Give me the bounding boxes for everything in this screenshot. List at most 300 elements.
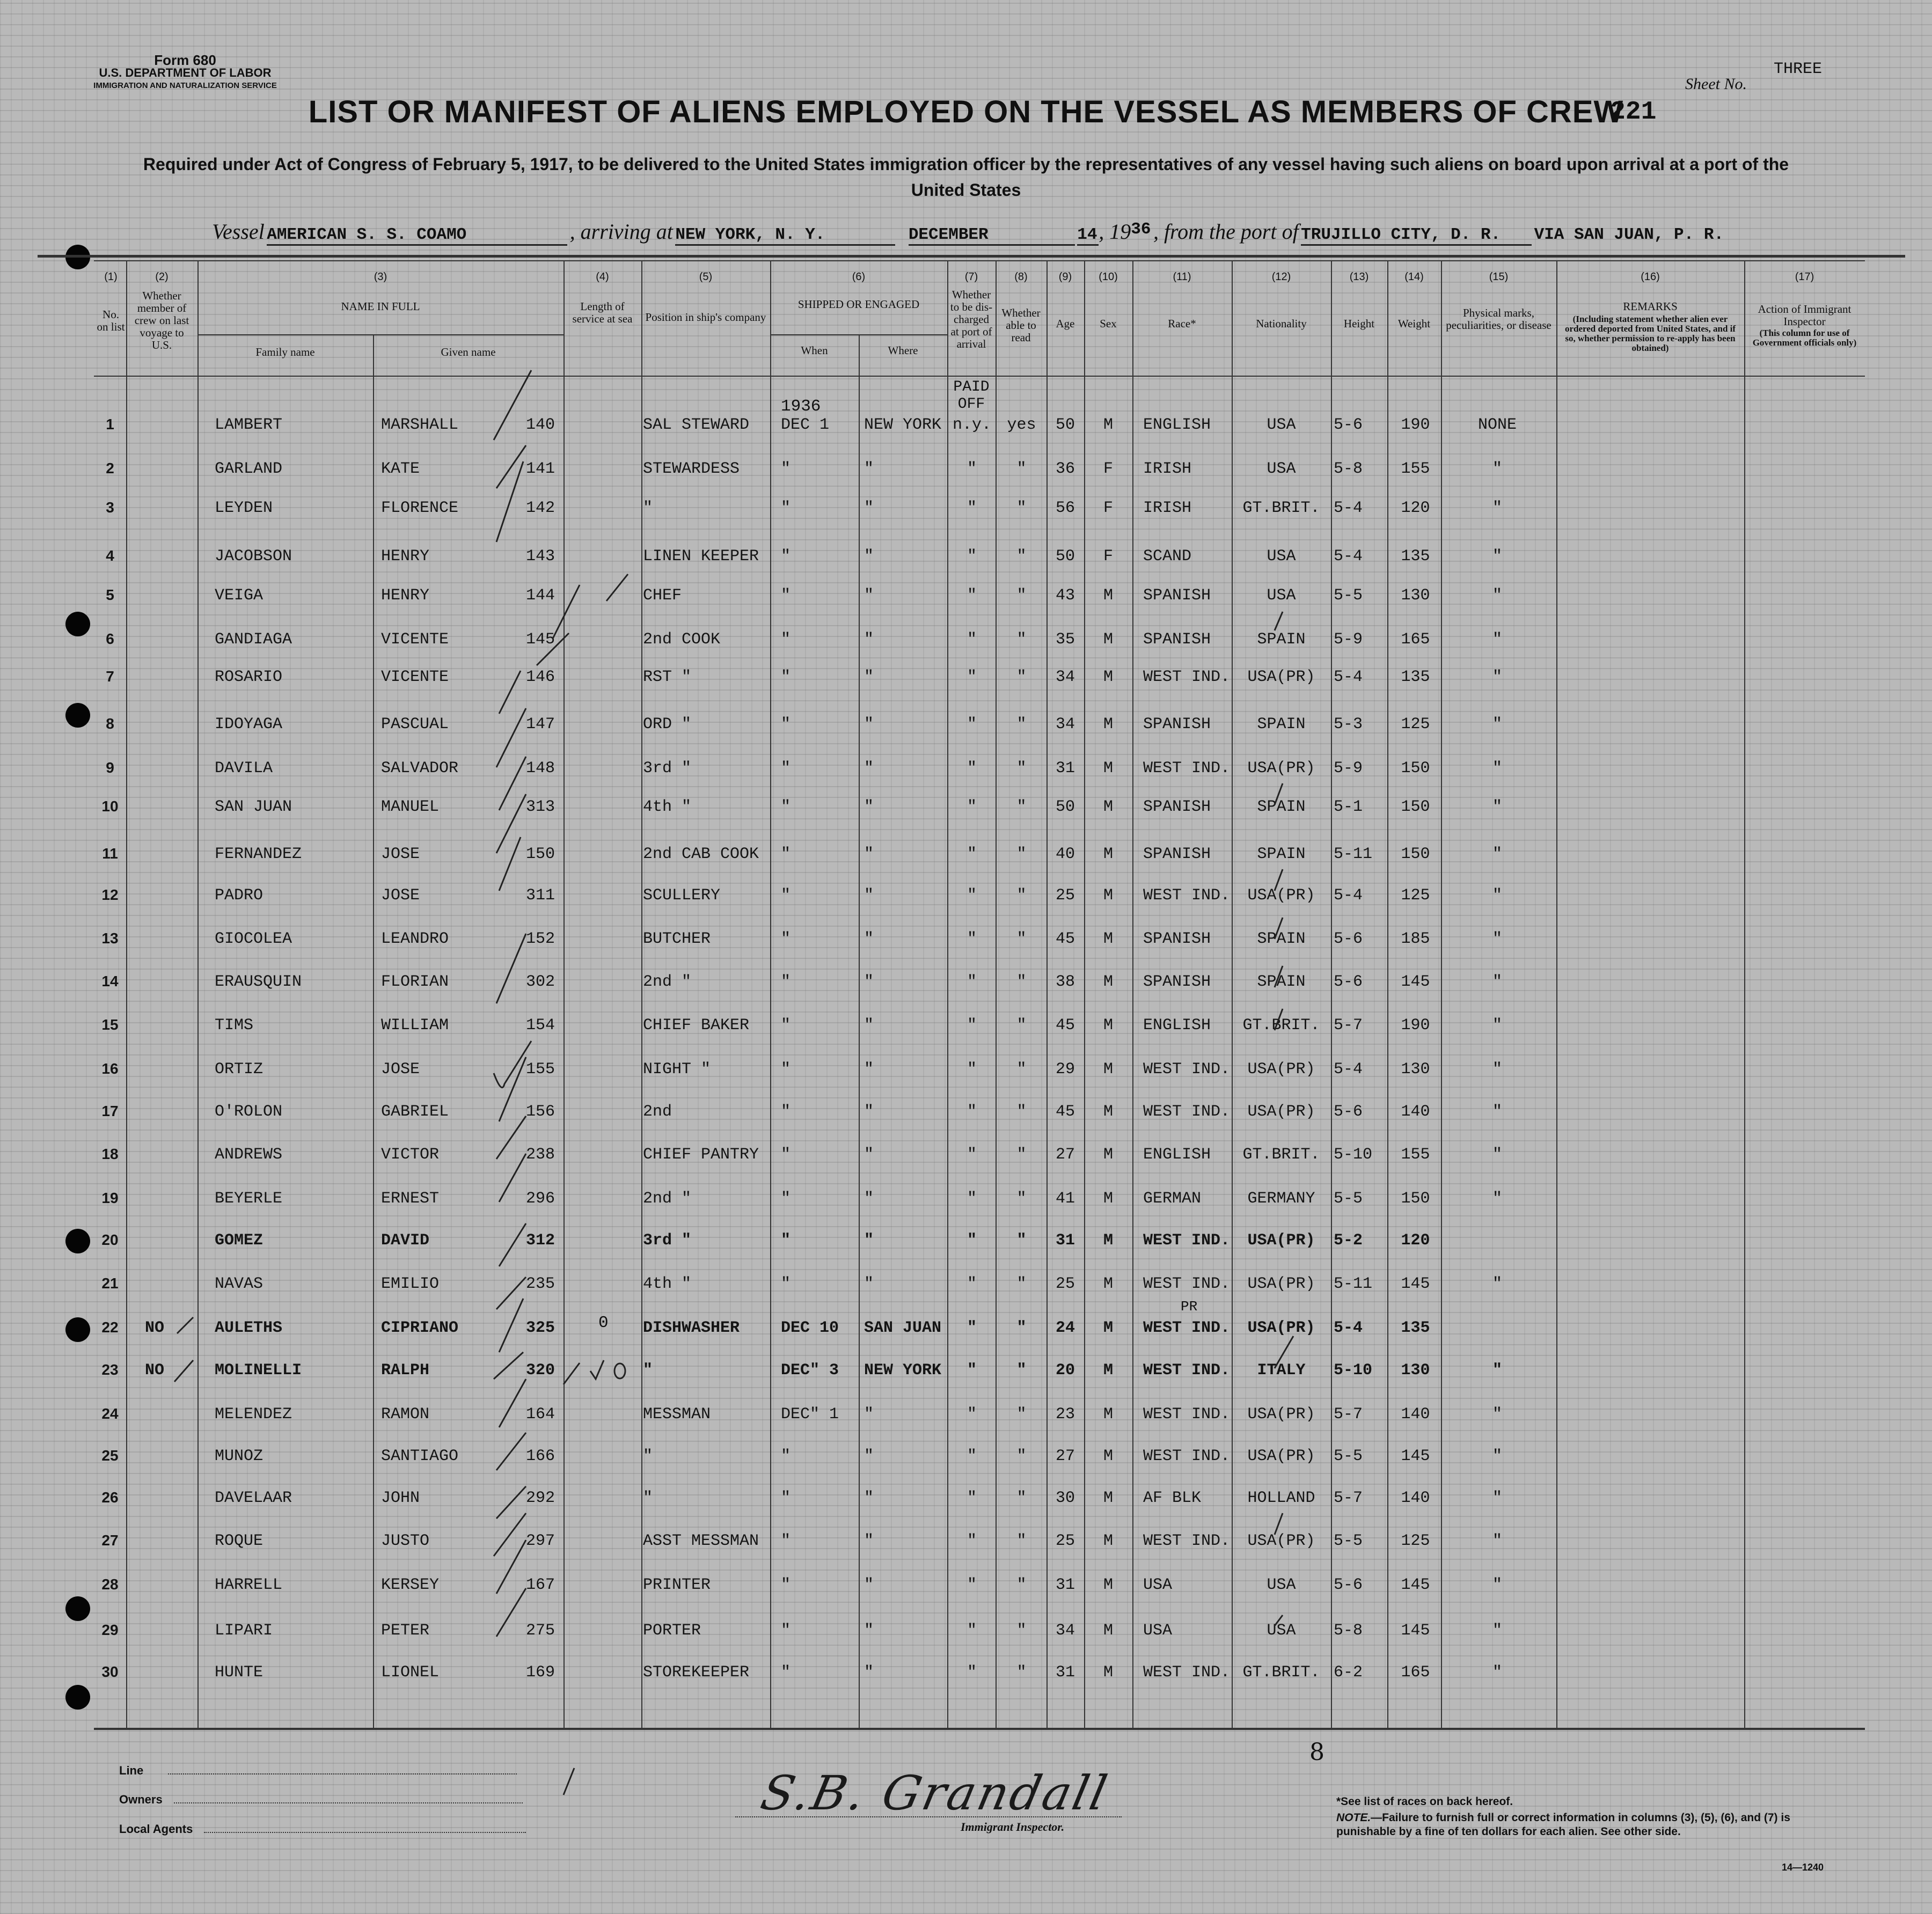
- cell-age: 25: [1055, 1275, 1075, 1293]
- cell-pos: SAL STEWARD: [643, 416, 750, 434]
- cell-given: HENRY: [381, 547, 430, 566]
- cell-ht: 5-6: [1334, 1576, 1363, 1594]
- cell-ht: 5-8: [1334, 1622, 1363, 1640]
- cell-family: HARRELL: [215, 1576, 283, 1594]
- cell-pos: 2nd: [643, 1103, 672, 1121]
- row1-year: 1936: [781, 397, 821, 416]
- cell-pos: 4th ": [643, 798, 692, 816]
- cell-n: 10: [101, 798, 119, 815]
- cell-ht: 5-6: [1334, 1103, 1363, 1121]
- cell-pos: NIGHT ": [643, 1060, 711, 1079]
- table-row: [0, 668, 1932, 690]
- cell-race: USA: [1143, 1622, 1173, 1640]
- cell-disch: ": [967, 1060, 977, 1079]
- header-family-name: Family name: [255, 346, 315, 358]
- cell-read: ": [1016, 460, 1027, 478]
- cell-phys: ": [1492, 668, 1502, 686]
- cell-pos: 3rd ": [643, 1231, 692, 1250]
- table-row: [0, 1103, 1932, 1124]
- header-remarks-note: (Including statement whether alien ever ordered deported from United States, and if so, whether permission to re-apply has been obtained): [1564, 314, 1736, 353]
- cell-read: ": [1016, 973, 1027, 991]
- cell-family: GARLAND: [215, 460, 283, 478]
- cell-num: 235: [526, 1275, 555, 1293]
- header-height: Height: [1343, 317, 1375, 330]
- cell-num: 311: [526, 886, 555, 905]
- department-name: U.S. DEPARTMENT OF LABOR: [99, 66, 272, 79]
- cell-nat: SPAIN: [1257, 930, 1306, 948]
- header-physical: Physical marks, peculiarities, or disease: [1446, 306, 1552, 332]
- cell-read: ": [1016, 715, 1027, 734]
- cell-given: RAMON: [381, 1405, 430, 1424]
- cell-race: AF BLK: [1143, 1489, 1202, 1507]
- table-row: [0, 1489, 1932, 1510]
- cell-wt: 145: [1401, 1622, 1430, 1640]
- cell-age: 50: [1055, 798, 1075, 816]
- cell-where: ": [864, 499, 874, 517]
- cell-family: SAN JUAN: [215, 798, 292, 816]
- header-nationality: Nationality: [1256, 317, 1307, 330]
- cell-phys: ": [1492, 845, 1502, 863]
- cell-sex: M: [1103, 845, 1113, 863]
- table-row: [0, 759, 1932, 781]
- cell-family: LEYDEN: [215, 499, 273, 517]
- cell-phys: ": [1492, 1622, 1502, 1640]
- cell-sex: M: [1103, 1663, 1113, 1682]
- cell-where: ": [864, 460, 874, 478]
- cell-read: ": [1016, 1532, 1027, 1550]
- cell-num: 141: [526, 460, 555, 478]
- cell-where: ": [864, 668, 874, 686]
- agents-field[interactable]: [204, 1820, 526, 1833]
- cell-disch: ": [967, 1447, 977, 1465]
- cell-where: ": [864, 798, 874, 816]
- cell-disch: ": [967, 547, 977, 566]
- header-last-voyage: Whether member of crew on last voyage to U.S.: [134, 289, 189, 351]
- table-row: [0, 1060, 1932, 1082]
- cell-given: EMILIO: [381, 1275, 440, 1293]
- cell-given: KERSEY: [381, 1576, 440, 1594]
- cell-age: 34: [1055, 668, 1075, 686]
- cell-family: HUNTE: [215, 1663, 264, 1682]
- cell-nat: GERMANY: [1247, 1190, 1315, 1208]
- cell-where: ": [864, 547, 874, 566]
- binder-hole: [65, 1596, 90, 1621]
- cell-race: WEST IND.: [1143, 1231, 1231, 1250]
- cell-nat: GT.BRIT.: [1242, 1016, 1320, 1035]
- cell-race: WEST IND.: [1143, 1060, 1231, 1079]
- cell-given: JUSTO: [381, 1532, 430, 1550]
- cell-n: 7: [106, 668, 114, 685]
- row23-mark: [588, 1355, 631, 1387]
- header-position: Position in ship's company: [645, 311, 766, 324]
- cell-family: DAVILA: [215, 759, 273, 778]
- cell-n: 2: [106, 460, 114, 476]
- cell-when: ": [781, 1190, 791, 1208]
- cell-ht: 5-8: [1334, 460, 1363, 478]
- cell-nat: USA(PR): [1247, 1103, 1315, 1121]
- cell-pos: CHIEF BAKER: [643, 1016, 750, 1035]
- sheet-no-label: Sheet No.: [1685, 75, 1747, 93]
- cell-wt: 190: [1401, 416, 1430, 434]
- cell-age: 31: [1055, 1663, 1075, 1682]
- cell-given: JOHN: [381, 1489, 420, 1507]
- table-row: [0, 630, 1932, 652]
- form-number: Form 680: [154, 52, 216, 68]
- col-num: (7): [964, 271, 978, 283]
- cell-read: ": [1016, 1231, 1027, 1250]
- cell-disch: ": [967, 586, 977, 605]
- header-given-name: Given name: [441, 346, 496, 358]
- arrival-year: 36: [1131, 220, 1151, 239]
- cell-family: FERNANDEZ: [215, 845, 302, 863]
- cell-given: ERNEST: [381, 1190, 440, 1208]
- cell-race: SPANISH: [1143, 715, 1211, 734]
- cell-nat: USA: [1267, 547, 1296, 566]
- header-remarks: REMARKS: [1623, 300, 1678, 313]
- cell-wt: 145: [1401, 1447, 1430, 1465]
- cell-n: 22: [101, 1319, 119, 1336]
- cell-when: ": [781, 547, 791, 566]
- cell-read: ": [1016, 630, 1027, 649]
- cell-n: 15: [101, 1016, 119, 1033]
- cell-n: 27: [101, 1532, 119, 1549]
- table-row: [0, 798, 1932, 819]
- cell-disch: ": [967, 460, 977, 478]
- header-action-note: (This column for use of Government officials only): [1752, 328, 1857, 348]
- cell-where: ": [864, 1447, 874, 1465]
- cell-age: 25: [1055, 1532, 1075, 1550]
- header-weight: Weight: [1397, 317, 1431, 330]
- table-row: [0, 1190, 1932, 1211]
- line-label: Line: [119, 1764, 144, 1777]
- cell-age: 56: [1055, 499, 1075, 517]
- cell-race: SPANISH: [1143, 630, 1211, 649]
- cell-given: GABRIEL: [381, 1103, 449, 1121]
- cell-ht: 5-5: [1334, 1532, 1363, 1550]
- col-num: (14): [1404, 271, 1424, 283]
- cell-given: SANTIAGO: [381, 1447, 459, 1465]
- cell-nat: USA(PR): [1247, 886, 1315, 905]
- cell-age: 25: [1055, 886, 1075, 905]
- table-row: [0, 886, 1932, 908]
- nationality-check-marks: [1261, 606, 1304, 1626]
- cell-phys: NONE: [1477, 416, 1517, 434]
- cell-race: WEST IND.: [1143, 1361, 1231, 1380]
- cell-phys: ": [1492, 547, 1502, 566]
- cell-disch: ": [967, 1016, 977, 1035]
- cell-ht: 5-4: [1334, 1319, 1363, 1337]
- cell-nat: SPAIN: [1257, 715, 1306, 734]
- cell-sex: M: [1103, 668, 1113, 686]
- cell-num: 297: [526, 1532, 555, 1550]
- cell-ht: 5-4: [1334, 547, 1363, 566]
- page-title: LIST OR MANIFEST OF ALIENS EMPLOYED ON THE VESSEL AS MEMBERS OF CREW: [308, 94, 1624, 129]
- cell-when: ": [781, 798, 791, 816]
- cell-age: 40: [1055, 845, 1075, 863]
- cell-read: ": [1016, 499, 1027, 517]
- cell-nat: GT.BRIT.: [1242, 499, 1320, 517]
- cell-when: ": [781, 845, 791, 863]
- cell-ht: 5-5: [1334, 1447, 1363, 1465]
- cell-wt: 150: [1401, 798, 1430, 816]
- cell-n: 18: [101, 1146, 119, 1162]
- col-num: (9): [1058, 271, 1072, 283]
- cell-family: TIMS: [215, 1016, 254, 1035]
- cell-sex: M: [1103, 1231, 1113, 1250]
- cell-where: ": [864, 1532, 874, 1550]
- cell-n: 28: [101, 1576, 119, 1593]
- cell-n: 30: [101, 1663, 119, 1680]
- cell-read: yes: [1007, 416, 1036, 434]
- table-bottom-line: [94, 1728, 1865, 1729]
- cell-wt: 150: [1401, 845, 1430, 863]
- cell-age: 41: [1055, 1190, 1075, 1208]
- cell-disch: ": [967, 1103, 977, 1121]
- cell-race: GERMAN: [1143, 1190, 1202, 1208]
- cell-pos: STOREKEEPER: [643, 1663, 750, 1682]
- cell-age: 45: [1055, 1016, 1075, 1035]
- cell-race: SCAND: [1143, 547, 1192, 566]
- cell-wt: 135: [1401, 1319, 1430, 1337]
- page-subtitle: Required under Act of Congress of February 5, 1917, to be delivered to the United States immigration officer by the representatives of any vessel having such aliens on board upon arrival at a port of the United States: [143, 155, 1789, 200]
- cell-sex: M: [1103, 886, 1113, 905]
- header-race: Race*: [1168, 317, 1196, 330]
- cell-read: ": [1016, 1405, 1027, 1424]
- header-divider: [38, 255, 1905, 258]
- cell-n: 12: [101, 886, 119, 903]
- cell-family: LIPARI: [215, 1622, 273, 1640]
- cell-read: ": [1016, 1275, 1027, 1293]
- footer-line: [119, 1762, 517, 1778]
- cell-n: 14: [101, 973, 119, 989]
- cell-pos: 3rd ": [643, 759, 692, 778]
- cell-num: 152: [526, 930, 555, 948]
- cell-read: ": [1016, 1103, 1027, 1121]
- col-num: (1): [104, 271, 118, 283]
- cell-wt: 140: [1401, 1489, 1430, 1507]
- cell-where: SAN JUAN: [864, 1319, 942, 1337]
- cell-sex: M: [1103, 1146, 1113, 1164]
- cell-where: ": [864, 1275, 874, 1293]
- cell-given: FLORIAN: [381, 973, 449, 991]
- cell-when: ": [781, 1447, 791, 1465]
- cell-disch: ": [967, 1361, 977, 1380]
- cell-given: JOSE: [381, 886, 420, 905]
- cell-when: DEC 10: [781, 1319, 839, 1337]
- cell-pos: 2nd ": [643, 973, 692, 991]
- cell-age: 27: [1055, 1146, 1075, 1164]
- table-row: [0, 1231, 1932, 1253]
- cell-phys: ": [1492, 1190, 1502, 1208]
- cell-given: MARSHALL: [381, 416, 459, 434]
- vessel-label: Vessel: [212, 219, 265, 244]
- cell-where: ": [864, 1146, 874, 1164]
- cell-num: 148: [526, 759, 555, 778]
- cell-sex: M: [1103, 759, 1113, 778]
- cell-nat: GT.BRIT.: [1242, 1146, 1320, 1164]
- name-subheader-line: [199, 334, 564, 335]
- cell-given: SALVADOR: [381, 759, 459, 778]
- cell-phys: ": [1492, 1060, 1502, 1079]
- cell-age: 31: [1055, 759, 1075, 778]
- cell-family: O'ROLON: [215, 1103, 283, 1121]
- header-length-service: Length of service at sea: [572, 300, 633, 325]
- table-row: [0, 1405, 1932, 1427]
- col-num: (6): [852, 271, 866, 283]
- cell-disch: ": [967, 499, 977, 517]
- cell-phys: ": [1492, 1489, 1502, 1507]
- cell-num: 150: [526, 845, 555, 863]
- cell-num: 296: [526, 1190, 555, 1208]
- cell-phys: ": [1492, 1146, 1502, 1164]
- cell-read: ": [1016, 547, 1027, 566]
- cell-sex: M: [1103, 1447, 1113, 1465]
- cell-num: 142: [526, 499, 555, 517]
- header-shipped: SHIPPED OR ENGAGED: [797, 298, 920, 311]
- cell-num: 275: [526, 1622, 555, 1640]
- cell-read: ": [1016, 930, 1027, 948]
- note-text: —Failure to furnish full or correct information in columns (3), (5), (6), and (7) is punishable by a fine of ten dollars for each alien. See other side.: [1336, 1812, 1790, 1838]
- cell-nat: HOLLAND: [1247, 1489, 1315, 1507]
- cell-wt: 145: [1401, 1576, 1430, 1594]
- cell-ht: 5-11: [1334, 1275, 1373, 1293]
- cell-disch: ": [967, 973, 977, 991]
- cell-sex: M: [1103, 586, 1113, 605]
- header-no-on-list: No. on list: [97, 308, 125, 333]
- table-row: [0, 1532, 1932, 1553]
- col-num: (12): [1271, 271, 1291, 283]
- table-row: [0, 416, 1932, 437]
- cell-wt: 125: [1401, 715, 1430, 734]
- table-row: [0, 547, 1932, 569]
- cell-n: 23: [101, 1361, 119, 1378]
- cell-wt: 130: [1401, 1361, 1430, 1380]
- cell-disch: ": [967, 1576, 977, 1594]
- cell-race: ENGLISH: [1143, 1016, 1211, 1035]
- cell-num: 320: [526, 1361, 555, 1380]
- arriving-label: , arriving at: [569, 219, 673, 244]
- cell-race: WEST IND.: [1143, 886, 1231, 905]
- cell-read: ": [1016, 1016, 1027, 1035]
- cell-sex: F: [1103, 499, 1113, 517]
- table-row: [0, 1576, 1932, 1597]
- cell-ht: 5-7: [1334, 1489, 1363, 1507]
- cell-ht: 5-6: [1334, 416, 1363, 434]
- cell-age: 24: [1055, 1319, 1075, 1337]
- cell-num: 145: [526, 630, 555, 649]
- cell-age: 31: [1055, 1576, 1075, 1594]
- footer-owners: [119, 1791, 523, 1807]
- row22-race-annotation: PR: [1181, 1299, 1198, 1315]
- cell-nat: USA(PR): [1247, 1275, 1315, 1293]
- cell-given: RALPH: [381, 1361, 430, 1380]
- cell-n: 8: [106, 715, 114, 732]
- voyage-line: [212, 219, 1724, 246]
- cell-sex: F: [1103, 547, 1113, 566]
- cell-pos: ": [643, 1447, 653, 1465]
- cell-ht: 5-6: [1334, 973, 1363, 991]
- cell-where: ": [864, 1231, 874, 1250]
- cell-when: DEC 1: [781, 416, 830, 434]
- cell-nat: USA(PR): [1247, 1532, 1315, 1550]
- cell-when: ": [781, 1060, 791, 1079]
- cell-age: 43: [1055, 586, 1075, 605]
- cell-family: VEIGA: [215, 586, 264, 605]
- arrival-month: DECEMBER: [909, 225, 1075, 246]
- cell-ht: 5-4: [1334, 1060, 1363, 1079]
- cell-prev: NO: [145, 1319, 165, 1337]
- cell-nat: USA(PR): [1247, 1405, 1315, 1424]
- cell-family: GIOCOLEA: [215, 930, 292, 948]
- arrival-port: NEW YORK, N. Y.: [675, 225, 895, 246]
- cell-given: FLORENCE: [381, 499, 459, 517]
- form-identifier: [78, 54, 292, 92]
- cell-age: 45: [1055, 930, 1075, 948]
- cell-disch: ": [967, 1319, 977, 1337]
- cell-race: WEST IND.: [1143, 1447, 1231, 1465]
- cell-ht: 5-10: [1334, 1361, 1373, 1380]
- cell-ht: 5-7: [1334, 1016, 1363, 1035]
- cell-family: NAVAS: [215, 1275, 264, 1293]
- cell-family: ANDREWS: [215, 1146, 283, 1164]
- cell-family: IDOYAGA: [215, 715, 283, 734]
- cell-num: 155: [526, 1060, 555, 1079]
- cell-pos: ": [643, 1361, 653, 1380]
- vessel-name: AMERICAN S. S. COAMO: [267, 225, 567, 246]
- cell-nat: USA(PR): [1247, 668, 1315, 686]
- cell-sex: M: [1103, 1016, 1113, 1035]
- cell-race: SPANISH: [1143, 845, 1211, 863]
- cell-wt: 140: [1401, 1103, 1430, 1121]
- col-num: (13): [1349, 271, 1369, 283]
- owners-field[interactable]: [174, 1791, 523, 1803]
- cell-race: ENGLISH: [1143, 1146, 1211, 1164]
- cell-given: PETER: [381, 1622, 430, 1640]
- cell-sex: M: [1103, 1190, 1113, 1208]
- cell-given: DAVID: [381, 1231, 430, 1250]
- cell-nat: USA(PR): [1247, 759, 1315, 778]
- cell-sex: F: [1103, 460, 1113, 478]
- cell-pos: ASST MESSMAN: [643, 1532, 759, 1550]
- inspector-signature: S.B. Grandall: [756, 1765, 1114, 1821]
- line-field[interactable]: [168, 1762, 517, 1774]
- cell-wt: 135: [1401, 668, 1430, 686]
- page-number: 221: [1610, 98, 1657, 127]
- cell-num: 169: [526, 1663, 555, 1682]
- row1-off: OFF: [957, 396, 985, 413]
- cell-disch: ": [967, 715, 977, 734]
- table-row: [0, 1016, 1932, 1038]
- cell-pos: CHIEF PANTRY: [643, 1146, 759, 1164]
- cell-read: ": [1016, 1146, 1027, 1164]
- cell-sex: M: [1103, 715, 1113, 734]
- cell-pos: PRINTER: [643, 1576, 711, 1594]
- cell-sex: M: [1103, 930, 1113, 948]
- cell-wt: 165: [1401, 1663, 1430, 1682]
- cell-ht: 5-4: [1334, 499, 1363, 517]
- cell-where: ": [864, 973, 874, 991]
- cell-num: 312: [526, 1231, 555, 1250]
- cell-family: GANDIAGA: [215, 630, 292, 649]
- cell-phys: ": [1492, 1275, 1502, 1293]
- cell-pos: LINEN KEEPER: [643, 547, 759, 566]
- sheet-no-value: THREE: [1774, 60, 1823, 78]
- table-row: [0, 715, 1932, 737]
- arrival-day: 14: [1077, 225, 1099, 246]
- cell-given: WILLIAM: [381, 1016, 449, 1035]
- cell-disch: ": [967, 1405, 977, 1424]
- cell-num: 164: [526, 1405, 555, 1424]
